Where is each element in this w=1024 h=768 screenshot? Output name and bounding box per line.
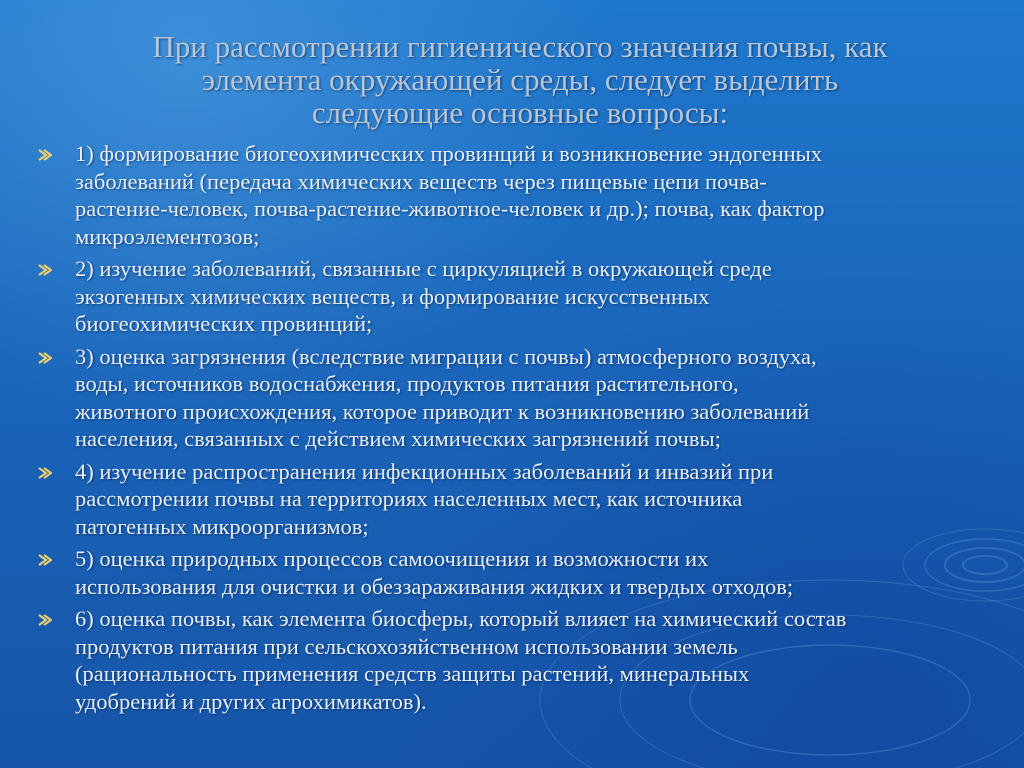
- list-item: [38, 343, 978, 453]
- list-item: [38, 605, 978, 715]
- list-item-line: использования для очистки и обеззараживания жидких и твердых отходов;: [75, 573, 794, 599]
- chevron-arrow-bullet-icon: [38, 466, 52, 480]
- list-item-line: продуктов питания при сельскохозяйственном использовании земель: [75, 633, 738, 659]
- list-item-line: экзогенных химических веществ, и формирование искусственных: [75, 283, 710, 309]
- list-item-line: 6) оценка почвы, как элемента биосферы, который влияет на химический состав: [75, 606, 847, 631]
- list-item-line: заболеваний (передача химических веществ через пищевые цепи почва-: [75, 168, 767, 194]
- chevron-arrow-bullet-icon: [38, 263, 52, 277]
- list-item-line: рассмотрении почвы на территориях населенных мест, как источника: [75, 486, 743, 511]
- list-item: [38, 545, 978, 600]
- list-item-line: 3) оценка загрязнения (вследствие миграции с почвы) атмосферного воздуха,: [75, 343, 817, 369]
- list-item-line: животного происхождения, которое приводит к возникновению заболеваний: [75, 398, 810, 424]
- chevron-arrow-bullet-icon: [38, 351, 52, 365]
- slide-title: [60, 30, 980, 129]
- bullet-list: [38, 140, 978, 720]
- list-item: [38, 458, 978, 541]
- list-item-line: 5) оценка природных процессов самоочищения и возможности их: [75, 546, 709, 571]
- list-item: [38, 255, 978, 338]
- list-item-line: 2) изучение заболеваний, связанные с циркуляцией в окружающей среде: [75, 256, 772, 281]
- chevron-arrow-bullet-icon: [38, 613, 52, 627]
- list-item-line: удобрений и других агрохимикатов).: [75, 688, 427, 714]
- title-line: следующие основные вопросы:: [311, 95, 729, 130]
- list-item-line: воды, источников водоснабжения, продуктов питания растительного,: [75, 371, 739, 396]
- list-item: [38, 140, 978, 250]
- list-item-line: 1) формирование биогеохимических провинций и возникновение эндогенных: [75, 141, 823, 166]
- list-item-line: микроэлементозов;: [75, 223, 260, 249]
- list-item-line: 4) изучение распространения инфекционных заболеваний и инвазий при: [75, 458, 774, 484]
- list-item-line: патогенных микроорганизмов;: [75, 513, 369, 539]
- title-line: элемента окружающей среды, следует выделить: [201, 62, 839, 97]
- list-item-line: населения, связанных с действием химических загрязнений почвы;: [75, 426, 721, 451]
- chevron-arrow-bullet-icon: [38, 148, 52, 162]
- list-item-line: (рациональность применения средств защиты растений, минеральных: [75, 661, 750, 686]
- title-line: При рассмотрении гигиенического значения почвы, как: [152, 29, 888, 64]
- list-item-line: растение-человек, почва-растение-животное-человек и др.); почва, как фактор: [75, 196, 825, 221]
- chevron-arrow-bullet-icon: [38, 553, 52, 567]
- list-item-line: биогеохимических провинций;: [75, 311, 373, 336]
